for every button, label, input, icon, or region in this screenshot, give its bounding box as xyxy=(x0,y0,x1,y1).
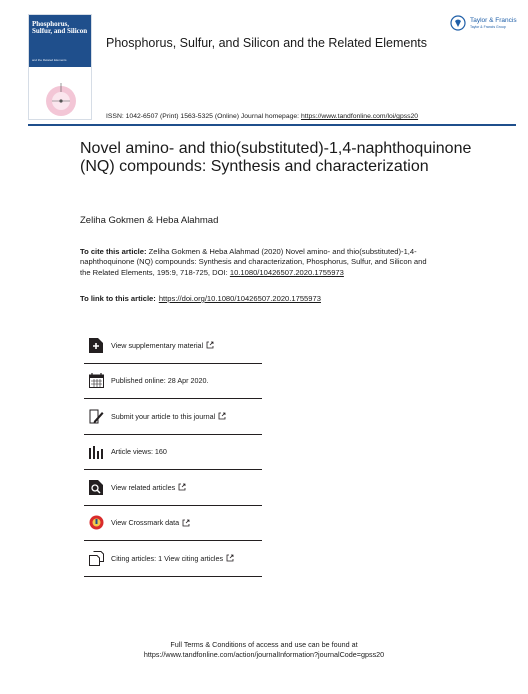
view-supplementary-material-link[interactable] xyxy=(84,328,262,364)
issn-line xyxy=(106,113,418,120)
supplementary-icon xyxy=(88,337,104,353)
citation-label: To cite this article: xyxy=(80,247,147,256)
external-link-icon xyxy=(182,519,190,527)
view-crossmark-data-link[interactable] xyxy=(84,506,262,542)
header-divider xyxy=(28,124,516,126)
action-label: View supplementary material xyxy=(111,340,204,350)
action-label: View Crossmark data xyxy=(111,518,180,528)
article-title: Novel amino- and thio(substituted)-1,4-naphthoquinone (NQ) compounds: Synthesis and characterization xyxy=(80,140,472,175)
citation-text: Zeliha Gokmen & Heba Alahmad (2020) Novel amino- and thio(substituted)-1,4-naphthoquinone (NQ) compounds: Synthesis and characterization, Phosphorus, Sulfur, and Silicon and the Related Elements, 195:9, 718-725, DOI: xyxy=(80,247,427,277)
taylor-francis-logo-icon xyxy=(450,15,466,31)
external-link-icon xyxy=(206,341,214,349)
published-online-date xyxy=(84,364,262,400)
related-articles-icon xyxy=(88,479,104,495)
external-link-icon xyxy=(226,554,234,562)
crossmark-icon xyxy=(88,515,104,531)
article-views-count xyxy=(84,435,262,471)
article-actions xyxy=(84,328,262,577)
bar-chart-icon xyxy=(88,444,104,460)
external-link-icon xyxy=(218,412,226,420)
publisher-tagline: Taylor & Francis Group xyxy=(470,25,506,29)
article-link-line xyxy=(80,294,321,303)
journal-cover xyxy=(28,14,92,120)
citing-articles-icon xyxy=(88,550,104,566)
external-link-icon xyxy=(178,483,186,491)
article-doi-link[interactable]: https://doi.org/10.1080/10426507.2020.1755973 xyxy=(158,294,321,303)
publisher-logo[interactable] xyxy=(450,14,516,34)
action-label: Article views: 160 xyxy=(111,447,167,457)
calendar-icon xyxy=(88,373,104,389)
action-label: Published online: 28 Apr 2020. xyxy=(111,376,209,386)
article-link-label: To link to this article: xyxy=(80,294,156,303)
submit-icon xyxy=(88,408,104,424)
cover-illustration xyxy=(37,79,85,119)
cover-subtitle: and the Related Elements xyxy=(32,58,67,62)
journal-homepage-link[interactable]: https://www.tandfonline.com/loi/gpss20 xyxy=(300,113,419,120)
action-label: Submit your article to this journal xyxy=(111,411,216,421)
publisher-name: Taylor & Francis xyxy=(470,17,517,24)
footer-terms-link[interactable]: https://www.tandfonline.com/action/journalInformation?journalCode=gpss20 xyxy=(143,650,385,659)
action-label: View related articles xyxy=(111,482,176,492)
article-authors: Zeliha Gokmen & Heba Alahmad xyxy=(80,215,219,226)
footer-terms-text: Full Terms & Conditions of access and use can be found at xyxy=(170,640,358,649)
citation-block xyxy=(80,247,430,278)
cover-title: Phosphorus, Sulfur, and Silicon xyxy=(32,20,88,35)
view-related-articles-link[interactable] xyxy=(84,470,262,506)
citation-doi-link[interactable]: 10.1080/10426507.2020.1755973 xyxy=(229,267,344,277)
footer xyxy=(0,640,528,660)
action-label: Citing articles: 1 View citing articles xyxy=(111,553,224,563)
submit-article-link[interactable] xyxy=(84,399,262,435)
journal-title: Phosphorus, Sulfur, and Silicon and the Related Elements xyxy=(106,36,428,50)
view-citing-articles-link[interactable] xyxy=(84,541,262,577)
issn-text: ISSN: 1042-6507 (Print) 1563-5325 (Online) Journal homepage: xyxy=(106,113,301,120)
